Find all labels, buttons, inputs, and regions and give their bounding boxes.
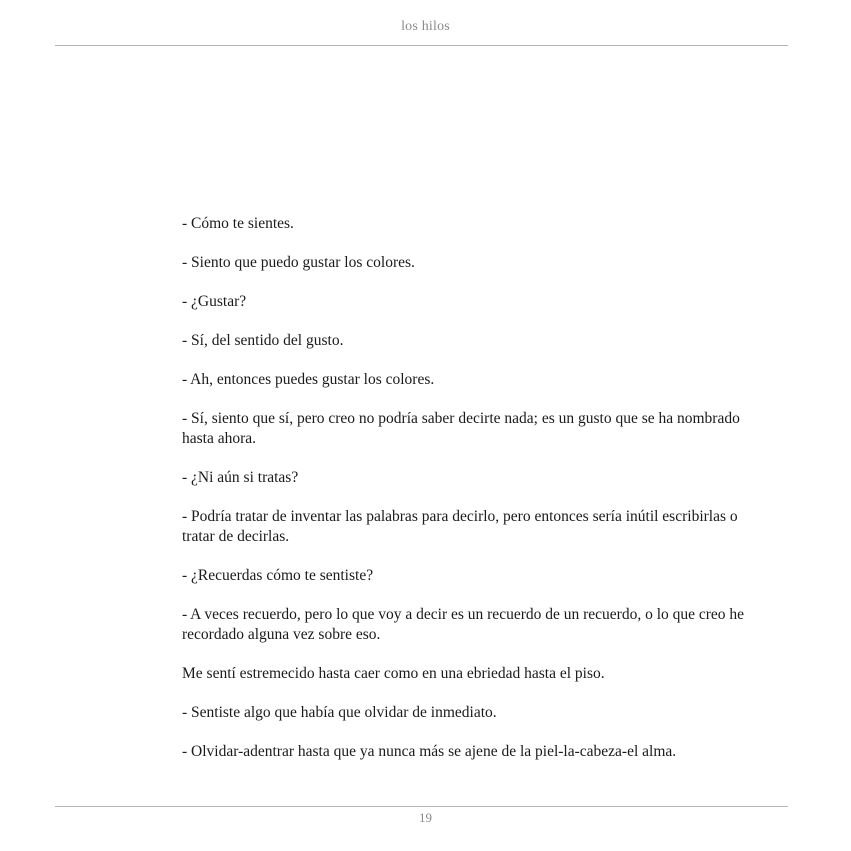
footer-rule [55, 806, 788, 807]
paragraph: - A veces recuerdo, pero lo que voy a decir es un recuerdo de un recuerdo, o lo que creo he recordado alguna vez sobre eso. [182, 606, 745, 643]
running-head-title: los hilos [401, 19, 450, 34]
paragraph: - ¿Ni aún si tratas? [182, 469, 299, 486]
paragraph: - Olvidar-adentrar hasta que ya nunca más se ajene de la piel-la-cabeza-el alma. [182, 743, 677, 760]
page-number: 19 [419, 810, 432, 825]
paragraph: - Podría tratar de inventar las palabras para decirlo, pero entonces sería inútil escribirlas o tratar de decirlas. [182, 508, 738, 545]
page-body [182, 214, 767, 781]
paragraph: Me sentí estremecido hasta caer como en una ebriedad hasta el piso. [182, 665, 605, 682]
paragraph: - Ah, entonces puedes gustar los colores. [182, 371, 435, 388]
paragraph: - ¿Gustar? [182, 293, 247, 310]
header-rule [55, 45, 788, 46]
paragraph: - Sí, siento que sí, pero creo no podría saber decirte nada; es un gusto que se ha nombrado hasta ahora. [182, 410, 740, 447]
paragraph: - Sí, del sentido del gusto. [182, 332, 344, 349]
paragraph: - Sentiste algo que había que olvidar de inmediato. [182, 704, 497, 721]
paragraph: - Cómo te sientes. [182, 215, 294, 232]
paragraph: - Siento que puedo gustar los colores. [182, 254, 415, 271]
paragraph: - ¿Recuerdas cómo te sentiste? [182, 567, 374, 584]
